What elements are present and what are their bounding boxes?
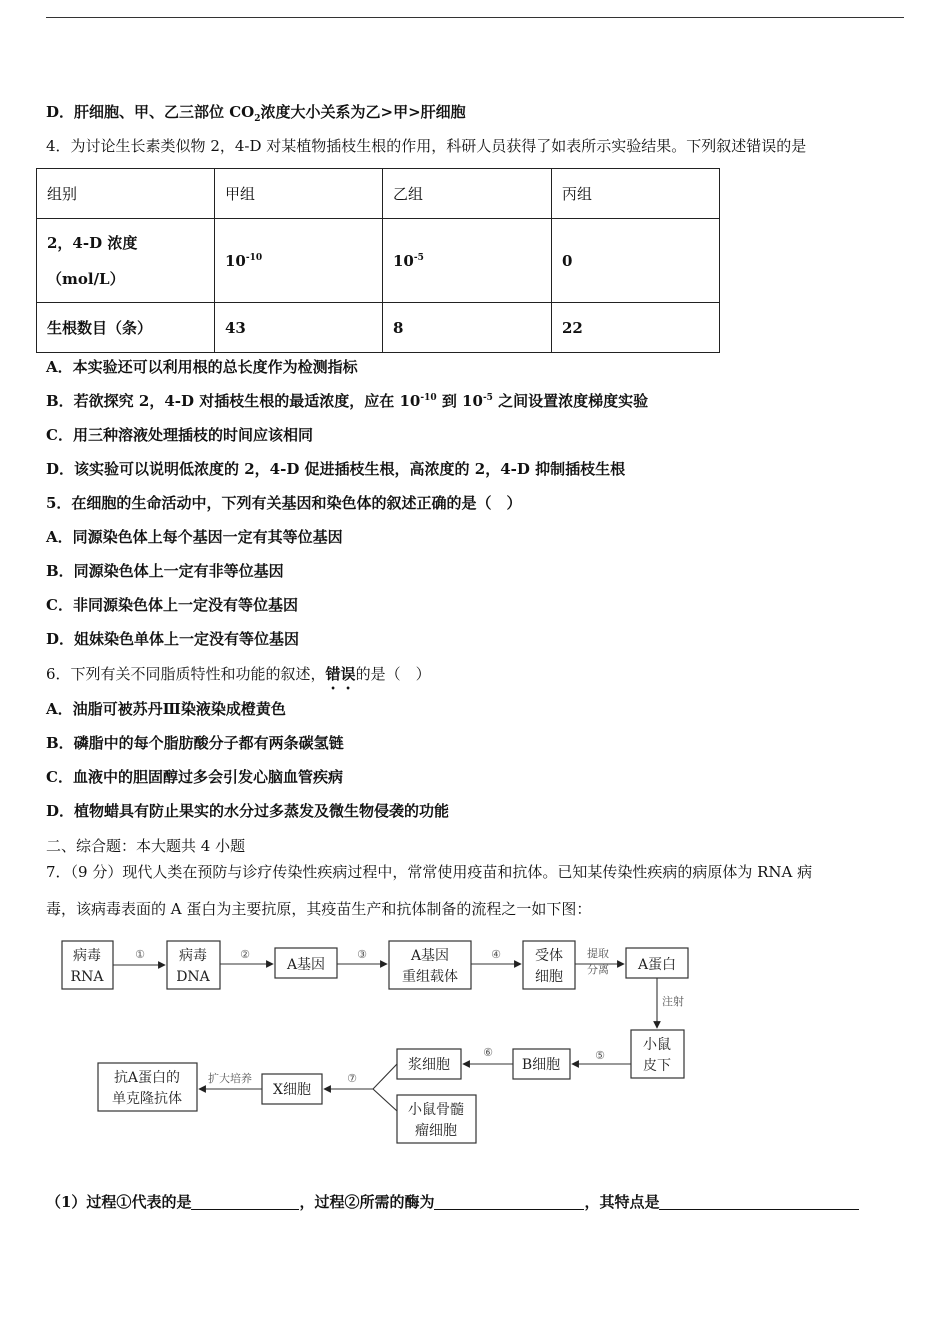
label-myeloma-1: 小鼠骨髓 bbox=[408, 1102, 464, 1118]
label-antibody-2: 单克隆抗体 bbox=[112, 1091, 182, 1107]
label-step7: ⑦ bbox=[347, 1072, 357, 1085]
label-vector-1: A基因 bbox=[410, 948, 450, 964]
q4-option-c: C．用三种溶液处理插枝的时间应该相同 bbox=[46, 426, 313, 444]
answer-blank-2[interactable] bbox=[434, 1193, 584, 1210]
table-header-cell: 组别 bbox=[37, 169, 215, 219]
q6-stem: 6．下列有关不同脂质特性和功能的叙述，错误的是（ ） bbox=[46, 665, 431, 683]
header-rule bbox=[46, 17, 904, 18]
q4-option-d: D．该实验可以说明低浓度的 2，4-D 促进插枝生根，高浓度的 2，4-D 抑制插枝生根 bbox=[46, 460, 626, 478]
label-antibody-1: 抗A蛋白的 bbox=[113, 1070, 181, 1086]
label-plasma-cell: 浆细胞 bbox=[408, 1057, 450, 1073]
label-inject: 注射 bbox=[662, 995, 684, 1008]
q7-sub1: （1）过程①代表的是 ，过程②所需的酶为 ，其特点是 bbox=[46, 1192, 859, 1212]
q3-option-d: D．肝细胞、甲、乙三部位 $CO_2$浓度大小关系为乙>甲>肝细胞 bbox=[46, 103, 466, 124]
table-row-roots bbox=[37, 303, 720, 353]
antibody-flow-diagram bbox=[55, 935, 775, 1155]
q5-option-b: B．同源染色体上一定有非等位基因 bbox=[46, 562, 284, 580]
experiment-table bbox=[36, 168, 720, 353]
answer-blank-3[interactable] bbox=[659, 1193, 859, 1210]
table-cell-roots-jia: 43 bbox=[215, 303, 383, 353]
q4-option-a: A．本实验还可以利用根的总长度作为检测指标 bbox=[46, 358, 358, 376]
label-mouse-2: 皮下 bbox=[643, 1058, 671, 1074]
fusion-line-myeloma bbox=[373, 1089, 397, 1111]
label-vector-2: 重组载体 bbox=[402, 969, 458, 985]
label-host-2: 细胞 bbox=[535, 969, 563, 985]
label-step5: ⑤ bbox=[595, 1049, 605, 1062]
table-cell-roots-label: 生根数目（条） bbox=[37, 303, 215, 353]
q4-stem: 4．为讨论生长素类似物 2，4-D 对某植物插枝生根的作用，科研人员获得了如表所示实验结果。下列叙述错误的是 bbox=[46, 137, 807, 155]
table-cell-roots-bing: 22 bbox=[552, 303, 720, 353]
label-virus-rna-1: 病毒 bbox=[73, 948, 101, 964]
q6-option-c: C．血液中的胆固醇过多会引发心脑血管疾病 bbox=[46, 768, 343, 786]
label-step1: ① bbox=[135, 948, 145, 961]
q5-option-d: D．姐妹染色单体上一定没有等位基因 bbox=[46, 630, 300, 648]
q6-option-d: D．植物蜡具有防止果实的水分过多蒸发及微生物侵袭的功能 bbox=[46, 802, 450, 820]
label-myeloma-2: 瘤细胞 bbox=[415, 1123, 457, 1139]
label-extract-2: 分离 bbox=[587, 963, 609, 976]
table-cell-conc-jia: $10^{-10}$ bbox=[215, 219, 383, 303]
label-x-cell: X细胞 bbox=[273, 1082, 311, 1098]
section-heading: 二、综合题：本大题共 4 小题 bbox=[46, 837, 246, 855]
conc-label-line2: （mol/L） bbox=[47, 269, 125, 288]
label-a-protein: A蛋白 bbox=[637, 957, 677, 973]
table-header-cell: 乙组 bbox=[383, 169, 552, 219]
label-extract-1: 提取 bbox=[587, 947, 609, 960]
q7-stem-line1: 7．（9 分）现代人类在预防与诊疗传染性疾病过程中，常常使用疫苗和抗体。已知某传染性疾病的病原体为 RNA 病 bbox=[46, 863, 813, 881]
table-cell-conc-yi: $10^{-5}$ bbox=[383, 219, 552, 303]
q5-option-c: C．非同源染色体上一定没有等位基因 bbox=[46, 596, 298, 614]
conc-label-line1: 2，4-D 浓度 bbox=[47, 233, 138, 252]
label-a-gene: A基因 bbox=[286, 957, 326, 973]
label-step6: ⑥ bbox=[483, 1046, 493, 1059]
label-step4: ④ bbox=[491, 948, 501, 961]
label-step2: ② bbox=[240, 948, 250, 961]
table-cell-roots-yi: 8 bbox=[383, 303, 552, 353]
table-header-cell: 丙组 bbox=[552, 169, 720, 219]
label-expand: 扩大培养 bbox=[208, 1072, 252, 1085]
table-cell-conc-label bbox=[37, 219, 215, 303]
q5-stem: 5．在细胞的生命活动中，下列有关基因和染色体的叙述正确的是（ ） bbox=[46, 494, 522, 512]
q4-option-b: B．若欲探究 2，4-D 对插枝生根的最适浓度，应在 $10^{-10}$ 到 $10^{-5}$ 之间设置浓度梯度实验 bbox=[46, 392, 649, 410]
q7-stem-line2: 毒，该病毒表面的 A 蛋白为主要抗原，其疫苗生产和抗体制备的流程之一如下图： bbox=[46, 900, 592, 918]
label-step3: ③ bbox=[357, 948, 367, 961]
q6-option-b: B．磷脂中的每个脂肪酸分子都有两条碳氢链 bbox=[46, 734, 344, 752]
label-virus-dna-1: 病毒 bbox=[179, 948, 207, 964]
table-cell-conc-bing: 0 bbox=[552, 219, 720, 303]
answer-blank-1[interactable] bbox=[191, 1193, 299, 1210]
table-header-row bbox=[37, 169, 720, 219]
label-virus-dna-2: DNA bbox=[176, 969, 210, 985]
q5-option-a: A．同源染色体上每个基因一定有其等位基因 bbox=[46, 528, 343, 546]
label-virus-rna-2: RNA bbox=[70, 969, 104, 985]
table-row-concentration bbox=[37, 219, 720, 303]
label-b-cell: B细胞 bbox=[521, 1057, 561, 1073]
label-host-1: 受体 bbox=[535, 948, 563, 964]
fusion-line-plasma bbox=[373, 1064, 397, 1089]
label-mouse-1: 小鼠 bbox=[643, 1037, 671, 1053]
table-header-cell: 甲组 bbox=[215, 169, 383, 219]
q6-option-a: A．油脂可被苏丹Ⅲ染液染成橙黄色 bbox=[46, 700, 286, 718]
